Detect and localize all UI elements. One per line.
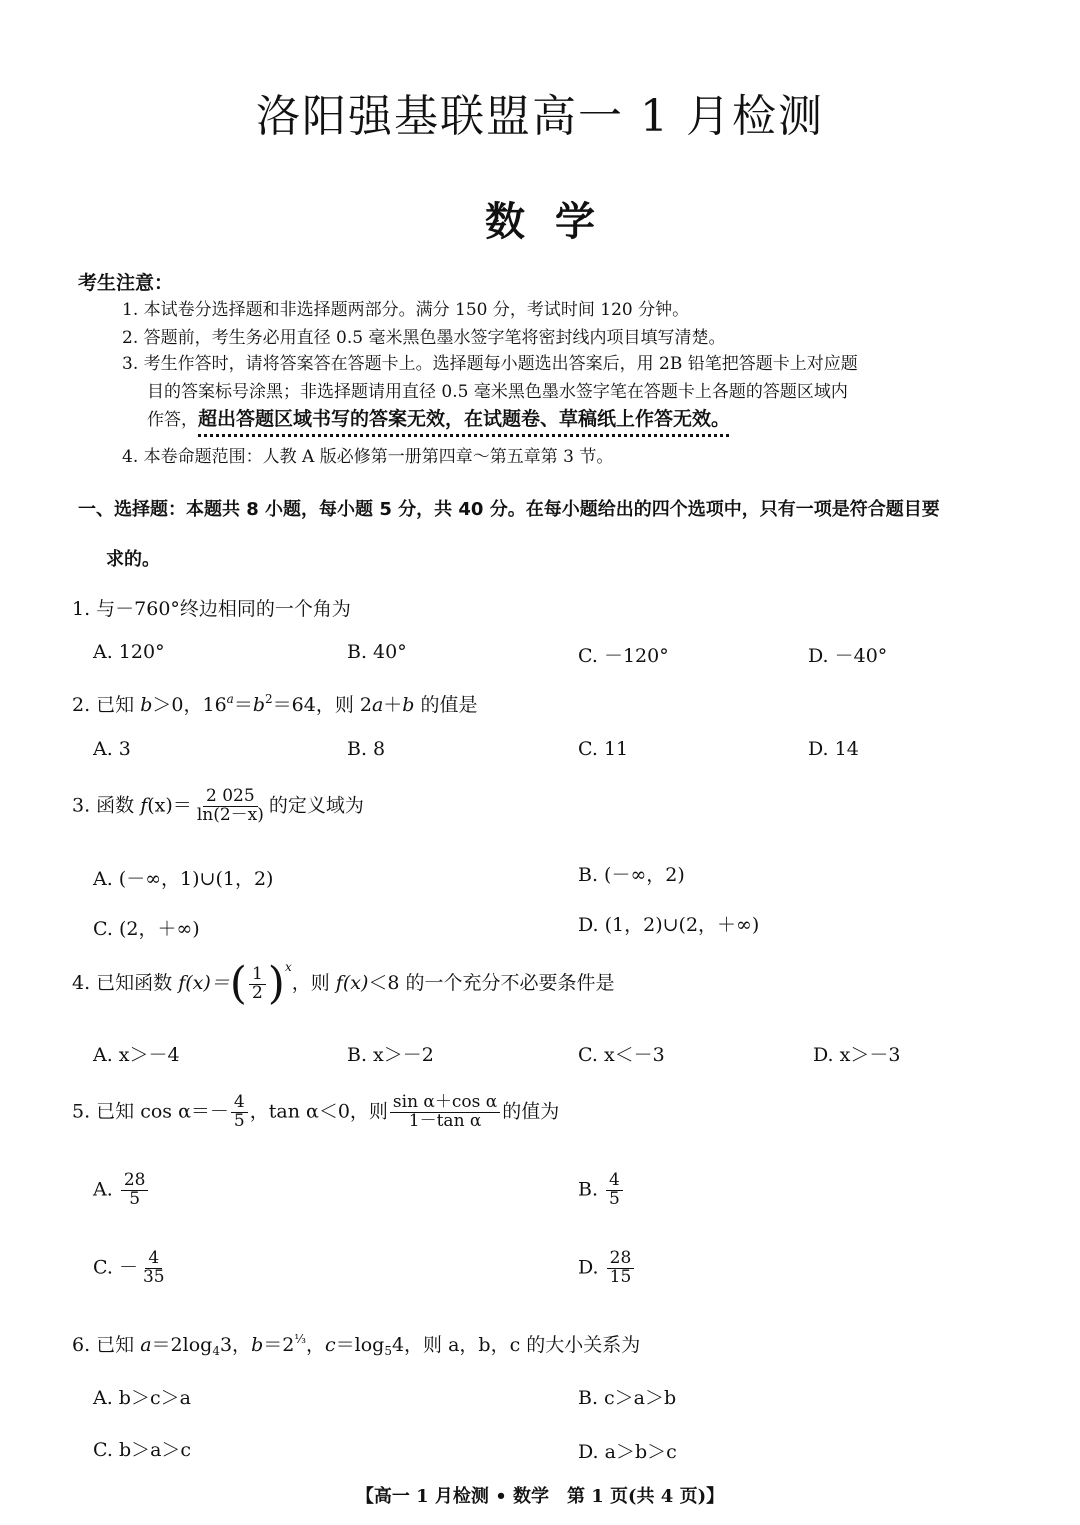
notice-emphasis: 超出答题区域书写的答案无效，在试题卷、草稿纸上作答无效。 bbox=[198, 408, 731, 430]
question-6-option-b: B. c＞a＞b bbox=[578, 1387, 677, 1409]
question-5-fraction-1-denominator: 5 bbox=[233, 1110, 245, 1131]
question-5-option-a-fraction bbox=[121, 1172, 149, 1209]
question-2-var-a: a bbox=[371, 694, 384, 716]
question-6-part-3: ＝2 bbox=[263, 1334, 295, 1356]
question-4-exponent: x bbox=[284, 960, 292, 974]
notice-item-4: 4. 本卷命题范围：人教 A 版必修第一册第四章～第五章第 3 节。 bbox=[122, 447, 614, 467]
question-4-fraction-numerator: 1 bbox=[249, 966, 266, 985]
question-2-tail: 的值是 bbox=[414, 694, 478, 716]
question-4-stem bbox=[72, 958, 615, 1009]
question-2-rest: ＝64，则 2 bbox=[272, 694, 372, 716]
question-5-fraction-2-numerator: sin α＋cos α bbox=[390, 1094, 500, 1113]
question-5-option-a bbox=[93, 1172, 150, 1209]
question-3-option-b: B. (－∞，2) bbox=[578, 864, 685, 886]
question-2-exponent-a: a bbox=[226, 692, 234, 706]
question-5-option-b bbox=[578, 1172, 625, 1209]
question-5-fraction-1-numerator: 4 bbox=[231, 1094, 248, 1113]
question-6-part-5: ＝log bbox=[335, 1334, 385, 1356]
question-3-tail: 的定义域为 bbox=[268, 794, 364, 817]
question-5-option-b-numerator: 4 bbox=[606, 1172, 623, 1191]
question-4-fraction bbox=[249, 963, 266, 1003]
question-6-sub-1: 4 bbox=[212, 1344, 220, 1358]
question-4-mid: ，则 bbox=[291, 972, 336, 994]
question-2-option-b: B. 8 bbox=[347, 738, 386, 760]
question-2-stem bbox=[72, 690, 478, 717]
question-2-var-b2: b bbox=[252, 694, 265, 716]
question-2-option-d: D. 14 bbox=[808, 738, 859, 760]
question-6-option-a: A. b＞c＞a bbox=[93, 1387, 191, 1409]
question-5-option-d-denominator: 15 bbox=[609, 1266, 632, 1287]
notice-item-3-line-2: 目的答案标号涂黑；非选择题请用直径 0.5 毫米黑色墨水签字笔在答题卡上各题的答题区域内 bbox=[147, 382, 848, 402]
question-3-fraction bbox=[194, 788, 267, 825]
question-6-part-1: ＝2log bbox=[151, 1334, 213, 1356]
question-3-f: f bbox=[140, 794, 148, 817]
notice-item-1: 1. 本试卷分选择题和非选择题两部分。满分 150 分，考试时间 120 分钟。 bbox=[122, 300, 690, 320]
question-2-var-b3: b bbox=[402, 694, 415, 716]
question-1-option-c: C. －120° bbox=[578, 645, 669, 667]
question-5-option-d-numerator: 28 bbox=[607, 1250, 635, 1269]
section-heading-line-1: 一、选择题：本题共 8 小题，每小题 5 分，共 40 分。在每小题给出的四个选项中，只有一项是符合题目要 bbox=[78, 499, 940, 520]
question-5-stem bbox=[72, 1094, 559, 1131]
question-6-part-4: ， bbox=[305, 1334, 325, 1356]
question-6-part-6: 4，则 a，b，c 的大小关系为 bbox=[391, 1334, 641, 1356]
question-4-right-paren: ) bbox=[267, 958, 285, 1009]
question-5-option-c bbox=[93, 1250, 170, 1287]
question-5-fraction-2-denominator: 1－tan α bbox=[408, 1110, 482, 1131]
section-heading-line-2: 求的。 bbox=[106, 549, 160, 570]
question-3-fraction-numerator: 2 025 bbox=[203, 788, 258, 807]
question-6-option-d: D. a＞b＞c bbox=[578, 1441, 677, 1463]
question-5-option-d bbox=[578, 1250, 636, 1287]
question-2-option-c: C. 11 bbox=[578, 738, 629, 760]
question-3-option-c: C. (2，＋∞) bbox=[93, 918, 200, 940]
question-6-var-c: c bbox=[324, 1334, 336, 1356]
question-5-fraction-1 bbox=[231, 1094, 248, 1131]
notice-item-3-line-3 bbox=[147, 404, 730, 431]
question-4-option-a: A. x＞－4 bbox=[93, 1044, 180, 1066]
question-5-fraction-2 bbox=[390, 1094, 500, 1131]
question-5-option-c-denominator: 35 bbox=[142, 1266, 165, 1287]
question-5-option-a-label: A. bbox=[93, 1178, 119, 1201]
question-6-var-b: b bbox=[251, 1334, 264, 1356]
question-1-stem: 1. 与－760°终边相同的一个角为 bbox=[72, 598, 351, 620]
question-2-option-a: A. 3 bbox=[93, 738, 131, 760]
notice-item-3-line-1: 3. 考生作答时，请将答案答在答题卡上。选择题每小题选出答案后，用 2B 铅笔把答题卡上对应题 bbox=[122, 354, 858, 374]
question-6-option-c: C. b＞a＞c bbox=[93, 1439, 192, 1461]
question-5-option-c-label: C. － bbox=[93, 1256, 138, 1279]
exam-title: 洛阳强基联盟高一 1 月检测 bbox=[256, 91, 824, 142]
question-3-stem bbox=[72, 788, 364, 825]
question-5-option-b-denominator: 5 bbox=[609, 1188, 620, 1209]
question-5-tail: 的值为 bbox=[502, 1100, 560, 1123]
question-2-exponent-2: 2 bbox=[265, 692, 273, 706]
question-4-fx2: f(x) bbox=[335, 972, 369, 994]
question-5-number: 5. 已知 cos α＝－ bbox=[72, 1100, 229, 1123]
page-footer: 【高一 1 月检测 • 数学 第 1 页(共 4 页)】 bbox=[355, 1486, 725, 1507]
question-4-number: 4. 已知函数 bbox=[72, 972, 179, 994]
question-1-option-a: A. 120° bbox=[93, 641, 165, 663]
question-6-part-2: 3， bbox=[219, 1334, 252, 1356]
question-2-eq: ＝ bbox=[233, 694, 253, 716]
question-2-var-b: b bbox=[140, 694, 153, 716]
subject-title: 数学 bbox=[485, 199, 625, 245]
question-5-option-d-label: D. bbox=[578, 1256, 605, 1279]
question-4-fraction-denominator: 2 bbox=[251, 982, 263, 1003]
question-2-number: 2. 已知 bbox=[72, 694, 141, 716]
question-4-option-c: C. x＜－3 bbox=[578, 1044, 665, 1066]
question-5-option-c-numerator: 4 bbox=[145, 1250, 162, 1269]
question-3-number: 3. 函数 bbox=[72, 794, 141, 817]
question-4-tail: ＜8 的一个充分不必要条件是 bbox=[368, 972, 615, 994]
question-5-option-a-denominator: 5 bbox=[129, 1188, 141, 1209]
question-6-stem bbox=[72, 1330, 640, 1358]
notice-title: 考生注意： bbox=[78, 272, 174, 294]
question-3-fraction-denominator: ln(2－x) bbox=[196, 804, 264, 825]
notice-item-2: 2. 答题前，考生务必用直径 0.5 毫米黑色墨水签字笔将密封线内项目填写清楚。 bbox=[122, 328, 726, 348]
question-5-option-b-label: B. bbox=[578, 1178, 605, 1201]
notice-item-3-prefix: 作答， bbox=[147, 410, 198, 430]
question-4-fx: f(x)＝ bbox=[178, 972, 230, 994]
question-3-fx: (x)＝ bbox=[147, 794, 192, 817]
question-6-var-a: a bbox=[140, 1334, 152, 1356]
question-6-sub-2: 5 bbox=[384, 1344, 392, 1358]
question-1-option-b: B. 40° bbox=[347, 641, 407, 663]
question-1-option-d: D. －40° bbox=[808, 645, 888, 667]
question-3-option-d: D. (1，2)∪(2，＋∞) bbox=[578, 914, 760, 936]
question-5-option-d-fraction bbox=[607, 1250, 635, 1287]
question-3-option-a: A. (－∞，1)∪(1，2) bbox=[93, 868, 274, 890]
question-5-option-c-fraction bbox=[140, 1250, 168, 1287]
question-4-option-d: D. x＞－3 bbox=[813, 1044, 901, 1066]
question-5-mid: ，tan α＜0，则 bbox=[249, 1100, 388, 1123]
question-4-left-paren: ( bbox=[229, 958, 247, 1009]
question-2-part: ＞0，16 bbox=[152, 694, 227, 716]
question-5-option-b-fraction bbox=[606, 1172, 623, 1209]
question-5-option-a-numerator: 28 bbox=[121, 1172, 149, 1191]
question-6-sup: ⅓ bbox=[294, 1332, 306, 1346]
question-2-plus: ＋ bbox=[383, 694, 403, 716]
question-6-number: 6. 已知 bbox=[72, 1334, 141, 1356]
question-4-option-b: B. x＞－2 bbox=[347, 1044, 434, 1066]
